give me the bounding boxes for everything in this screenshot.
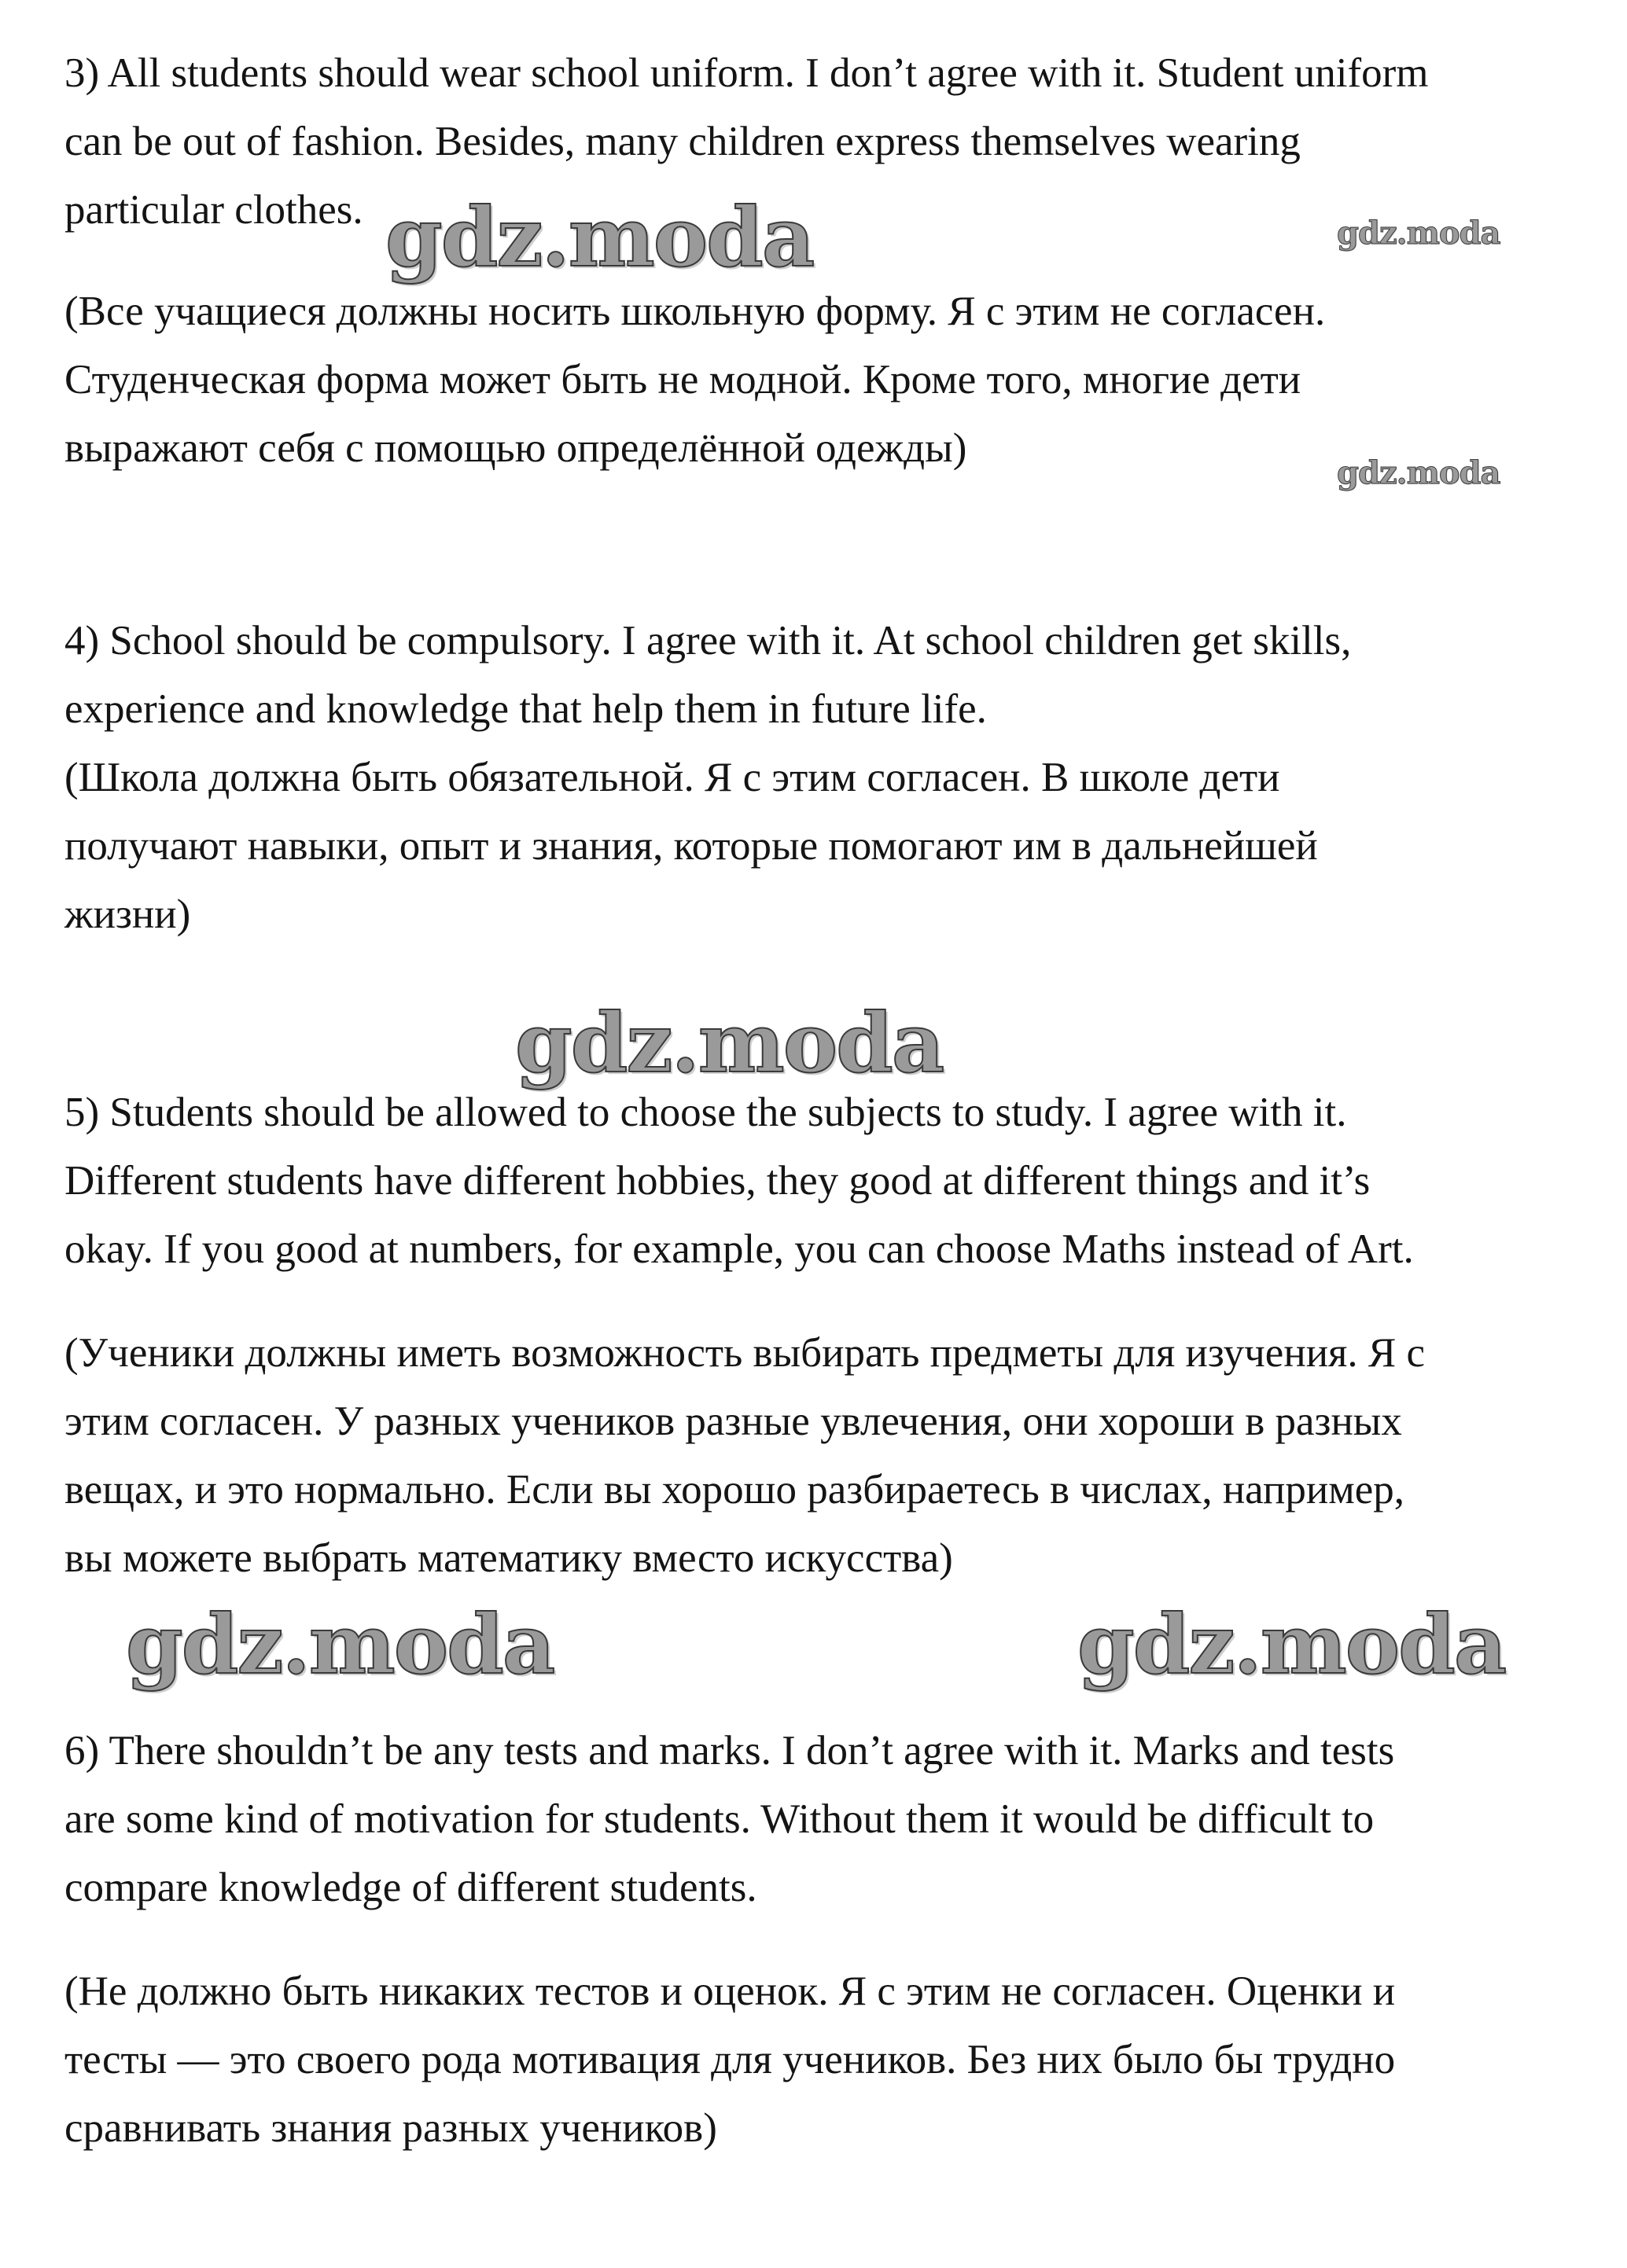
watermark-logo-small: gdz.moda: [1337, 454, 1500, 491]
paragraph-3-russian: (Все учащиеся должны носить школьную форму. Я с этим не согласен. Студенческая форма может быть не модной. Кроме того, многие дети выражают себя с помощью определённой одежды): [64, 289, 1326, 471]
paragraph-5-russian: (Ученики должны иметь возможность выбирать предметы для изучения. Я с этим согласен. У разных учеников разные увлечения, они хороши в разных вещах, и это нормально. Если вы хорошо разбираетесь в числах, например, вы можете выбрать математику вместо искусства): [64, 1330, 1426, 1581]
paragraph-3-english: 3) All students should wear school uniform. I don’t agree with it. Student uniform can be out of fashion. Besides, many children express themselves wearing particular clothes.: [64, 50, 1429, 233]
paragraph-5-english: 5) Students should be allowed to choose the subjects to study. I agree with it. Different students have different hobbies, they good at different things and it’s okay. If you good at numbers, for example, you can choose Maths instead of Art.: [64, 1090, 1414, 1272]
watermark-logo-small: gdz.moda: [1337, 215, 1500, 252]
watermark-logo: gdz.moda: [515, 994, 944, 1091]
paragraph-4: 4) School should be compulsory. I agree with it. At school children get skills, experience and knowledge that help them in future life. (Школа должна быть обязательной. Я с этим согласен. В школе дети получают навыки, опыт и знания, которые помогают им в дальнейшей жизни): [64, 618, 1352, 937]
watermark-logo: gdz.moda: [385, 189, 814, 285]
paragraph-6-russian: (Не должно быть никаких тестов и оценок. Я с этим не согласен. Оценки и тесты — это своего рода мотивация для учеников. Без них было бы трудно сравнивать знания разных учеников): [64, 1968, 1396, 2151]
watermark-logo: gdz.moda: [1077, 1596, 1506, 1693]
paragraph-6-english: 6) There shouldn’t be any tests and marks. I don’t agree with it. Marks and tests are some kind of motivation for students. Without them it would be difficult to compare knowledge of different students.: [64, 1728, 1395, 1910]
watermark-logo: gdz.moda: [126, 1596, 554, 1693]
